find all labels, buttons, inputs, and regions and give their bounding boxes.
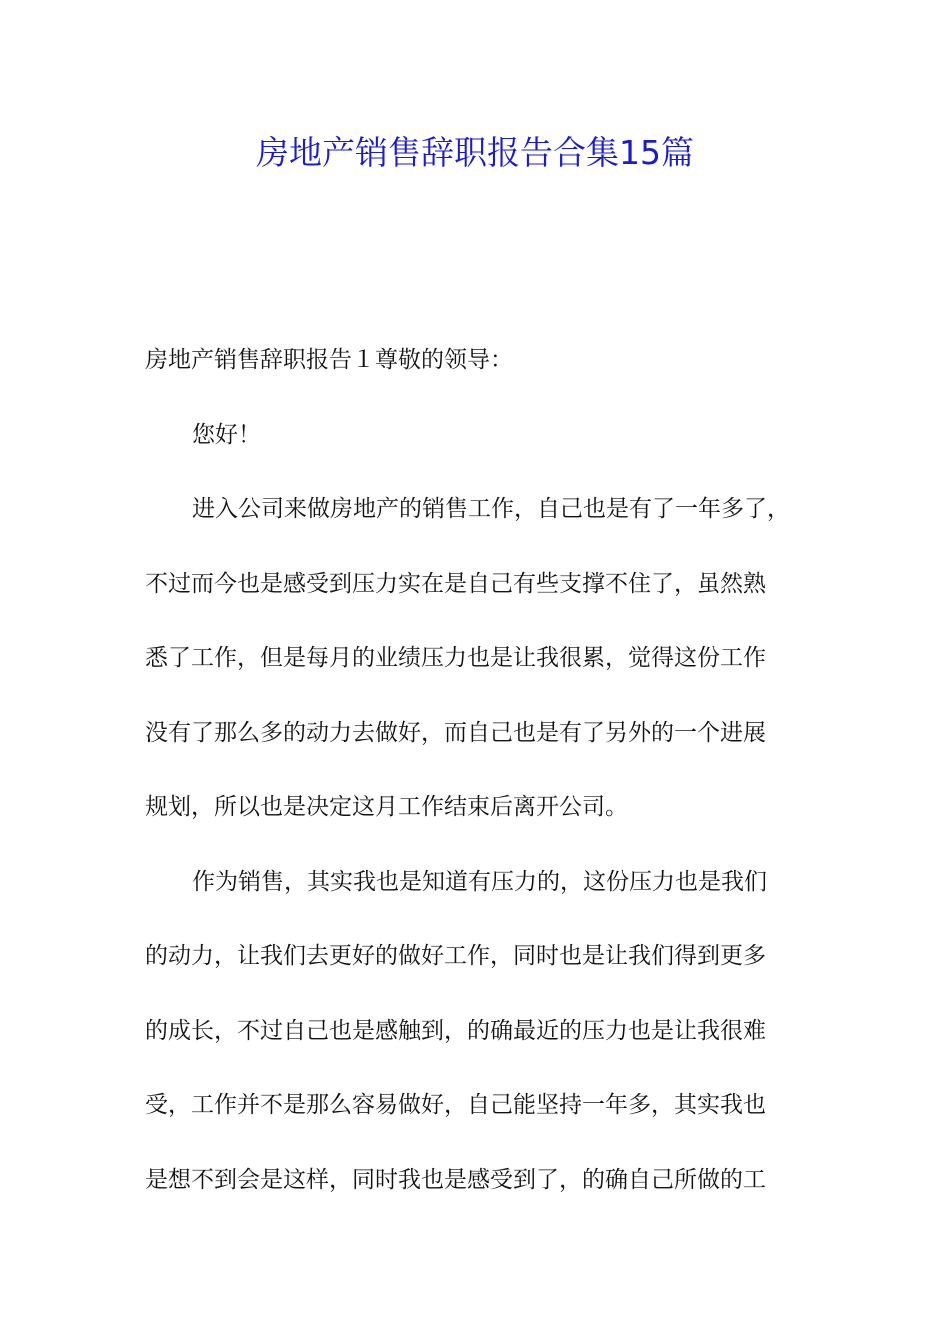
document-title: 房地产销售辞职报告合集15篇: [256, 133, 694, 172]
paragraph-line: 没有了那么多的动力去做好，而自己也是有了另外的一个进展: [145, 719, 766, 746]
greeting-line: 您好！: [192, 421, 261, 448]
document-body: [145, 334, 835, 1228]
paragraph-line: 是想不到会是这样，同时我也是感受到了，的确自己所做的工: [145, 1166, 766, 1193]
paragraph-line: 受，工作并不是那么容易做好，自己能坚持一年多，其实我也: [145, 1092, 766, 1118]
paragraph-line: 的成长，不过自己也是感触到，的确最近的压力也是让我很难: [145, 1017, 766, 1044]
paragraph-line: 作为销售，其实我也是知道有压力的，这份压力也是我们: [192, 868, 767, 895]
paragraph-line: 规划，所以也是决定这月工作结束后离开公司。: [145, 794, 628, 820]
paragraph-line: 进入公司来做房地产的销售工作，自己也是有了一年多了，: [192, 496, 790, 522]
salutation-line: 房地产销售辞职报告１尊敬的领导：: [145, 347, 513, 373]
paragraph-line: 不过而今也是感受到压力实在是自己有些支撑不住了，虽然熟: [145, 570, 766, 597]
paragraph-line: 悉了工作，但是每月的业绩压力也是让我很累，觉得这份工作: [145, 645, 766, 671]
paragraph-line: 的动力，让我们去更好的做好工作，同时也是让我们得到更多: [145, 943, 766, 969]
